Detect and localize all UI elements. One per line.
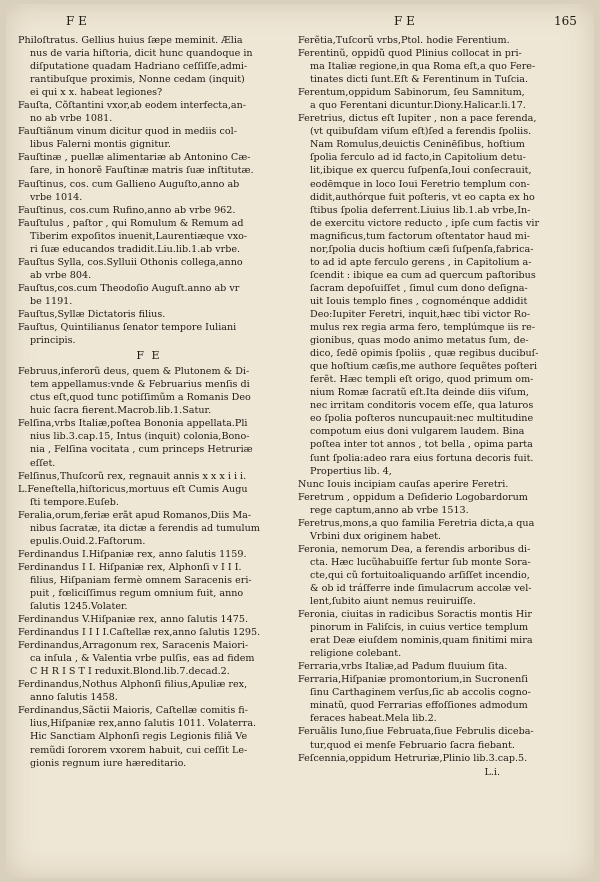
header-left-letters: F E (66, 14, 87, 28)
entry-line: nia , Felſina vocitata , cum princeps Hetruriæ (30, 444, 253, 456)
dictionary-entry (298, 517, 560, 543)
dictionary-entry (18, 548, 280, 561)
entry-line: rege captum,anno ab vrbe 1513. (310, 504, 469, 516)
entry-headline: L.Feneſtella,hiſtoricus,mortuus eſt Cumis Augu (18, 483, 248, 495)
entry-line: to ad id apte ferculo gerens , in Capitolium a- (310, 256, 532, 268)
entry-headline: Ferentum,oppidum Sabinorum, ſeu Samnitum, (298, 87, 525, 99)
entry-headline: Fauſtus, Quintilianus ſenator tempore Iuliani (18, 322, 237, 334)
dictionary-entry (298, 47, 560, 86)
dictionary-entry (18, 204, 280, 217)
entry-headline: Nunc Iouis incipiam cauſas aperire Feretri. (298, 478, 509, 490)
entry-headline: Ferraria,vrbs Italiæ,ad Padum fluuium ſita. (298, 661, 508, 673)
header-right-letters: F E (394, 14, 415, 28)
entry-headline: Feronia, nemorum Dea, a ferendis arboribus di- (298, 543, 531, 555)
entry-line: que hoſtium cæſis,me authore ſequẽtes poſteri (310, 361, 538, 373)
entry-line: poſtea inter tot annos , tot bella , opima parta (310, 439, 533, 451)
right-column (298, 34, 560, 779)
entry-line: tem appellamus:vnde & Februarius menſis di (30, 379, 250, 391)
right-entries (298, 34, 560, 765)
entry-line: mulus rex regia arma fero, templúmque iis re- (310, 322, 536, 334)
dictionary-entry (298, 543, 560, 608)
entry-headline: Fauſtinæ , puellæ alimentariæ ab Antonino Cæ- (18, 152, 251, 164)
entry-line: lent,ſubito aiunt nemus reuiruiſſe. (310, 596, 476, 608)
entry-line: a quo Ferentani dicuntur.Diony.Halicar.li.17. (310, 100, 526, 112)
dictionary-entry (18, 178, 280, 204)
entry-line: anno ſalutis 1458. (30, 692, 118, 704)
entry-line: ctus eſt,quod tunc potiſſimũm a Romanis Deo (30, 392, 251, 404)
entry-line: diſputatione quadam Hadriano ceſſiſſe,admi- (30, 61, 248, 73)
entry-line: ſti tempore.Euſeb. (30, 496, 119, 508)
entry-headline: Fauſtus,cos.cum Theodoſio Auguſt.anno ab vr (18, 282, 240, 294)
dictionary-entry (18, 639, 280, 678)
entry-line: ab vrbe 804. (30, 269, 92, 281)
entry-line: lius,Hiſpaniæ rex,anno ſalutis 1011. Volaterra. (30, 718, 257, 730)
dictionary-entry (18, 704, 280, 769)
entry-headline: Ferdinandus,Arragonum rex, Saracenis Maiori- (18, 640, 249, 652)
entry-headline: Feronia, ciuitas in radicibus Soractis montis Hir (298, 609, 532, 621)
entry-line: be 1191. (30, 295, 73, 307)
entry-line: ſinu Carthaginem verſus,ſic ab accolis cogno- (310, 687, 531, 699)
dictionary-entry (18, 321, 280, 347)
entry-line: religione colebant. (310, 648, 402, 660)
section-heading-fe: F E (136, 349, 162, 363)
left-entries-top (18, 34, 280, 347)
entry-line: ferẽt. Hæc templi eſt origo, quod primum om- (310, 374, 534, 386)
entry-headline: Feralia,orum,feriæ erãt apud Romanos,Diis Ma- (18, 509, 252, 521)
entry-headline: Fauſtulus , paſtor , qui Romulum & Remum ad (18, 217, 244, 229)
dictionary-entry (18, 151, 280, 177)
dictionary-entry (18, 34, 280, 99)
dictionary-entry (298, 478, 560, 491)
dictionary-entry (18, 99, 280, 125)
entry-headline: Ferdinandus I I I I.Caſtellæ rex,anno ſalutis 1295. (18, 627, 261, 639)
dictionary-entry (18, 365, 280, 417)
entry-line: nus de varia hiſtoria, dicit hunc quandoque in (30, 48, 253, 60)
entry-line: Nam Romulus,deuictis Ceninēſibus, hoſtium (310, 139, 525, 151)
entry-line: epulis.Ouid.2.Faſtorum. (30, 535, 146, 547)
entry-line: principis. (30, 335, 76, 347)
entry-line: eo ſpolia poſteros nuncupauit:nec multitudine (310, 413, 534, 425)
entry-headline: Ferentinũ, oppidũ quod Plinius collocat in pri- (298, 48, 522, 60)
left-entries-bottom (18, 365, 280, 769)
entry-line: & ob id tráſferre inde ſimulacrum accolæ vel- (310, 582, 532, 594)
dictionary-entry (18, 308, 280, 321)
entry-headline: Feretrus,mons,a quo familia Feretria dicta,a qua (298, 517, 535, 529)
entry-line: ma Italiæ regione,in qua Roma eſt,a quo Fere- (310, 61, 536, 73)
entry-line: ſacram depoſuiſſet , ſimul cum dono deſigna- (310, 282, 528, 294)
dictionary-entry (18, 125, 280, 151)
entry-line: no ab vrbe 1081. (30, 113, 113, 125)
dictionary-entry (18, 417, 280, 469)
entry-headline: Feretrum , oppidum a Deſiderio Logobardorum (298, 491, 528, 503)
entry-line: ri ſuæ educandos tradidit.Liu.lib.1.ab vrbe. (30, 243, 241, 255)
entry-line: huic ſacra fierent.Macrob.lib.1.Satur. (30, 405, 212, 417)
dictionary-entry (18, 470, 280, 483)
entry-line: Deo:Iupiter Feretri, inquit,hæc tibi victor Ro- (310, 308, 531, 320)
entry-line: ſtibus ſpolia deferrent.Liuius lib.1.ab vrbe,In- (310, 204, 531, 216)
entry-line: Propertius lib. 4, (310, 465, 392, 477)
dictionary-entry (298, 725, 560, 751)
entry-line: dico, ſedē opimis ſpoliis , quæ regibus ducibuſ- (310, 348, 539, 360)
entry-line: Tiberim expoſitos inuenit,Laurentiæque vxo- (30, 230, 248, 242)
entry-headline: Feſcennia,oppidum Hetruriæ,Plinio lib.3.cap.5. (298, 752, 528, 764)
dictionary-entry (298, 660, 560, 673)
book-page (6, 4, 594, 878)
entry-line: eſſet. (30, 457, 56, 469)
entry-line: eodēmque in loco Ioui Feretrio templum con- (310, 178, 530, 190)
entry-line: ca inſula , & Valentia vrbe pulſis, eas ad fidem (30, 653, 255, 665)
entry-line: filius, Hiſpaniam fermè omnem Saracenis eri- (30, 574, 252, 586)
entry-line: ſcendit : ibique ea cum ad quercum paſtoribus (310, 269, 536, 281)
dictionary-entry (18, 561, 280, 613)
dictionary-entry (298, 34, 560, 47)
entry-line: erat Deæ eiuſdem nominis,quam finitimi mira (310, 635, 533, 647)
dictionary-entry (298, 608, 560, 660)
dictionary-entry (18, 282, 280, 308)
entry-line: feraces habeat.Mela lib.2. (310, 713, 437, 725)
entry-headline: Felſinus,Thuſcorũ rex, regnauit annis x x x i i i. (18, 470, 247, 482)
entry-headline: Ferdinandus,Sãctii Maioris, Caſtellæ comitis fi- (18, 705, 248, 717)
entry-line: magnificus,tum factorum oſtentator haud mi- (310, 230, 531, 242)
dictionary-entry (18, 509, 280, 548)
entry-line: vrbe 1014. (30, 191, 83, 203)
entry-line: didit,authórque fuit poſteris, vt eo capta ex ho (310, 191, 535, 203)
entry-line: cte,qui cũ fortuitoaliquando arſiſſet incendio, (310, 569, 530, 581)
entry-line: ſunt ſpolia:adeo rara eius fortuna decoris fuit. (310, 452, 534, 464)
entry-line: tinates dicti ſunt.Eſt & Ferentinum in Tuſcia. (310, 74, 529, 86)
dictionary-entry (18, 613, 280, 626)
entry-headline: Fauſtinus, cos. cum Gallieno Auguſto,anno ab (18, 178, 240, 190)
entry-line: ei qui x x. habeat legiones? (30, 87, 163, 99)
entry-line: ſalutis 1245.Volater. (30, 601, 128, 613)
entry-headline: Februus,inferorũ deus, quem & Plutonem & Di- (18, 366, 250, 378)
entry-line: gionis regnum iure hæreditario. (30, 757, 187, 769)
dictionary-entry (18, 678, 280, 704)
entry-line: de exercitu victore reducto , ipſe cum factis vir (310, 217, 540, 229)
entry-line: nibus ſacratæ, ita dictæ a ferendis ad tumulum (30, 522, 260, 534)
entry-line: tur,quod ei menſe Februario ſacra fiebant. (310, 739, 515, 751)
entry-headline: Fauſtus,Syllæ Dictatoris filius. (18, 308, 166, 320)
entry-headline: Fauſtus Sylla, cos.Sylluii Othonis collega,anno (18, 256, 243, 268)
entry-line: minatũ, quod Ferrarias effoſſiones admodum (310, 700, 528, 712)
entry-line: libus Falerni montis gignitur. (30, 139, 171, 151)
dictionary-entry (18, 626, 280, 639)
entry-headline: Fauſtiãnum vinum dicitur quod in mediis col- (18, 126, 237, 138)
entry-line: rantibuſque proximis, Nonne cedam (inquit) (30, 74, 245, 86)
entry-line: uit Iouis templo fines , cognoménque addidit (310, 295, 528, 307)
entry-line: (vt quibuſdam viſum eſt)ſed a ferendis ſpoliis. (310, 126, 532, 138)
dictionary-entry (18, 256, 280, 282)
dictionary-entry (18, 483, 280, 509)
entry-headline: Ferdinandus I I. Hiſpaniæ rex, Alphonſi v I I I. (18, 561, 242, 573)
left-column (18, 34, 280, 770)
entry-line: gionibus, quas modo animo metatus ſum, de- (310, 335, 529, 347)
entry-line: Vrbini dux originem habet. (310, 530, 442, 542)
entry-line: pinorum in Faliſcis, in cuius vertice templum (310, 622, 529, 634)
entry-line: Hic Sanctiam Alphonſi regis Legionis filiã Ve (30, 731, 248, 743)
entry-headline: Ferdinandus V.Hiſpaniæ rex, anno ſalutis 1475. (18, 614, 248, 626)
entry-line: C H R I S T I reduxit.Blond.lib.7.decad.2. (30, 666, 230, 678)
entry-line: nor,ſpolia ducis hoſtium cæſi ſuſpenſa,fabrica- (310, 243, 534, 255)
dictionary-entry (298, 112, 560, 477)
dictionary-entry (18, 217, 280, 256)
entry-headline: Feruãlis Iuno,ſiue Februata,ſiue Februlis diceba- (298, 726, 534, 738)
entry-headline: Ferdinandus I.Hiſpaniæ rex, anno ſalutis 1159. (18, 548, 247, 560)
entry-line: nium Romæ ſacratũ eſt.Ita deinde diis viſum, (310, 387, 529, 399)
entry-line: nius lib.3.cap.15, Intus (inquit) colonia,Bono- (30, 431, 250, 443)
entry-line: cta. Hæc lucũhabuiſſe fertur ſub monte Sora- (310, 556, 531, 568)
entry-line: ſare, in honorẽ Fauſtinæ matris ſuæ inſtitutæ. (30, 165, 254, 177)
entry-headline: Philoſtratus. Gellius huius ſæpe meminit. Ælia (18, 35, 243, 46)
entry-headline: Fauſta, Cõſtantini vxor,ab eodem interfecta,an- (18, 100, 247, 112)
dictionary-entry (298, 86, 560, 112)
page-number: 165 (554, 14, 577, 28)
entry-headline: Fauſtinus, cos.cum Rufino,anno ab vrbe 962. (18, 204, 236, 216)
entry-headline: Ferraria,Hiſpaniæ promontorium,in Sucronenſi (298, 674, 528, 686)
entry-line: lit,ibique ex quercu ſuſpenſa,Ioui conſecrauit, (310, 165, 532, 177)
entry-headline: Felſina,vrbs Italiæ,poſtea Bononia appellata.Pli (18, 418, 248, 430)
entry-line: puit , fœliciſſimus regum omnium fuit, anno (30, 587, 244, 599)
dictionary-entry (298, 752, 560, 765)
entry-line: compotum eius doni vulgarem laudem. Bina (310, 426, 525, 438)
entry-line: ſpolia ferculo ad id facto,in Capitolium detu- (310, 152, 526, 164)
entry-line: remũdi ſororem vxorem habuit, cui ceſſit Le- (30, 744, 248, 756)
signature-mark: L.i. (484, 766, 500, 778)
entry-headline: Ferẽtia,Tuſcorũ vrbs,Ptol. hodie Ferentium. (298, 35, 510, 46)
entry-line: nec irritam conditoris vocem eſſe, qua laturos (310, 400, 534, 412)
dictionary-entry (298, 673, 560, 725)
entry-headline: Feretrius, dictus eſt Iupiter , non a pace ferenda, (298, 113, 537, 125)
entry-headline: Ferdinandus,Nothus Alphonſi filius,Apuliæ rex, (18, 679, 248, 691)
dictionary-entry (298, 491, 560, 517)
